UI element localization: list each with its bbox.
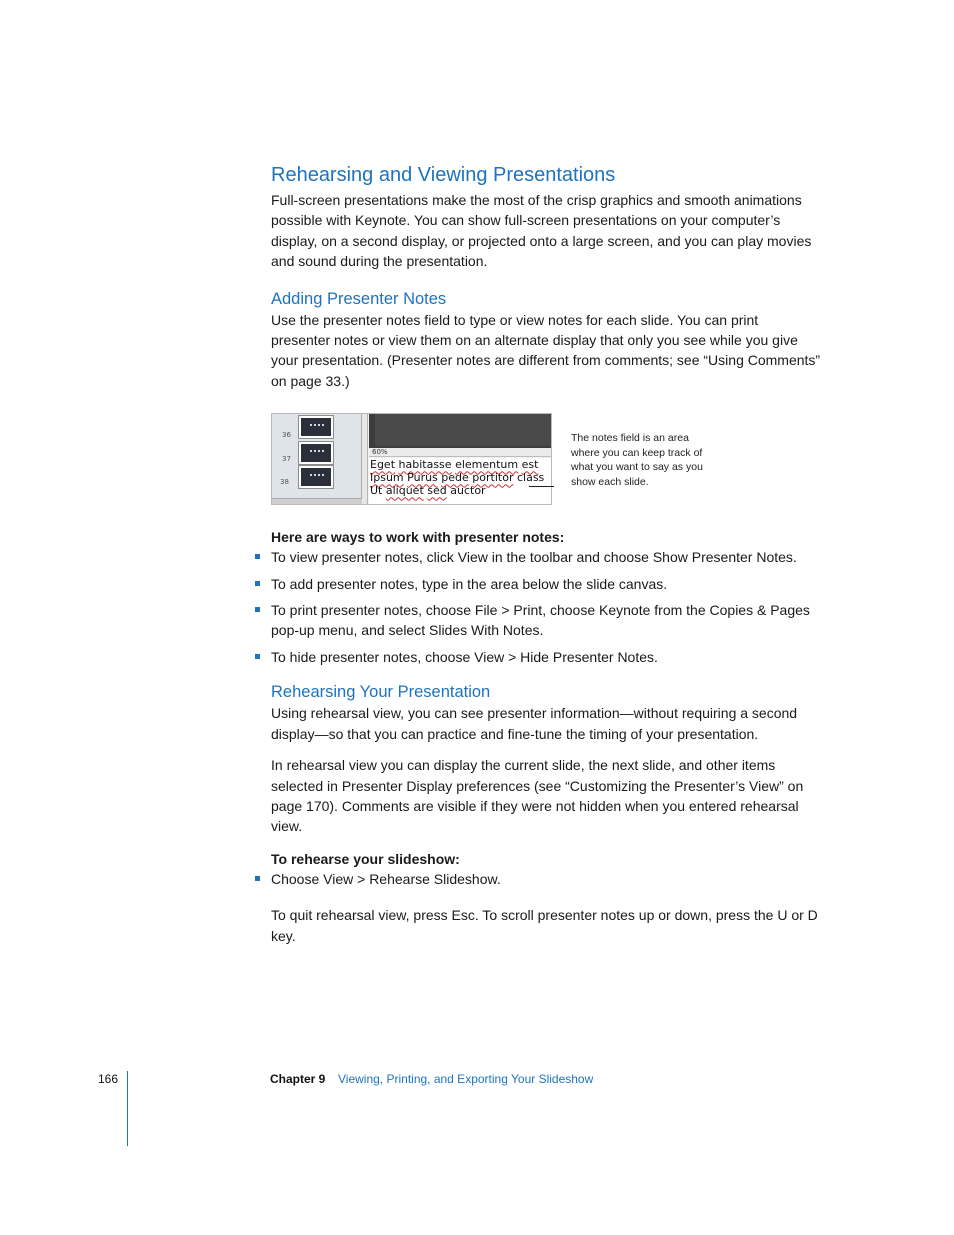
slide-number: 37	[282, 455, 291, 464]
notes-list-intro: Here are ways to work with presenter notes:	[271, 529, 565, 546]
page-number: 166	[98, 1072, 119, 1086]
footer-rule	[127, 1071, 128, 1146]
section-title: Rehearsing and Viewing Presentations	[271, 164, 616, 186]
bullet-icon	[255, 654, 260, 659]
bullet-icon	[255, 581, 260, 586]
bullet-icon	[255, 876, 260, 881]
list-item: To add presenter notes, type in the area below the slide canvas.	[271, 574, 821, 594]
list-item: Choose View > Rehearse Slideshow.	[271, 869, 821, 889]
notes-line: Eget habitasse elementum est	[370, 458, 539, 472]
rehearsing-heading: Rehearsing Your Presentation	[271, 683, 491, 702]
list-item: To hide presenter notes, choose View > Hide Presenter Notes.	[271, 647, 821, 667]
presenter-notes-figure	[271, 413, 821, 505]
list-item: To print presenter notes, choose File > Print, choose Keynote from the Copies & Pages pop-up menu, and select Slides With Notes.	[271, 600, 821, 641]
bullet-icon	[255, 554, 260, 559]
notes-line: Ipsum Purus pede portitor class	[370, 471, 545, 485]
slide-thumbnail	[299, 416, 333, 438]
slide-thumbnail	[299, 466, 333, 488]
adding-notes-paragraph: Use the presenter notes field to type or view notes for each slide. You can print presenter notes or view them on an alternate display that only you see while you give your presentation. (Presenter notes are different from comments; see “Using Comments” on page 33.)	[271, 311, 821, 389]
rehearsing-paragraph-3: To quit rehearsal view, press Esc. To scroll presenter notes up or down, press the U or D key.	[271, 907, 818, 944]
adding-notes-heading: Adding Presenter Notes	[271, 289, 447, 308]
rehearse-list	[271, 869, 821, 889]
rehearsing-paragraph-2: In rehearsal view you can display the current slide, the next slide, and other items selected in Presenter Display preferences (see “Customizing the Presenter’s View” on page 170). Comments are visible if they were not hidden when you entered rehearsal view.	[271, 757, 804, 835]
bullet-icon	[255, 607, 260, 612]
notes-list	[271, 547, 821, 667]
presenter-notes-field	[369, 458, 551, 504]
callout-text: The notes field is an area where you can keep track of what you want to say as you show each slide.	[571, 432, 703, 489]
navigator-toolbar	[272, 498, 362, 505]
rehearse-list-intro: To rehearse your slideshow:	[271, 850, 460, 867]
chapter-label: Chapter 9	[270, 1072, 326, 1086]
slide-number: 38	[280, 478, 289, 487]
zoom-bar	[369, 448, 551, 457]
slide-canvas	[369, 414, 551, 448]
chapter-title: Viewing, Printing, and Exporting Your Slideshow	[338, 1072, 594, 1086]
list-item: To view presenter notes, click View in the toolbar and choose Show Presenter Notes.	[271, 547, 821, 567]
slide-navigator	[272, 414, 362, 505]
pane-divider	[362, 414, 368, 505]
page-content	[271, 162, 821, 946]
rehearsing-paragraph-1: Using rehearsal view, you can see presenter information—without requiring a second display—so that you can practice and fine-tune the timing of your presentation.	[271, 705, 798, 742]
callout-leader-line	[529, 486, 554, 487]
slide-thumbnail	[299, 442, 333, 464]
notes-line: Ut aliquet sed auctor	[370, 484, 486, 498]
slide-number: 36	[282, 431, 291, 440]
intro-paragraph: Full-screen presentations make the most of the crisp graphics and smooth animations possible with Keynote. You can show full-screen presentations on your computer’s display, on a second display, or projected onto a large screen, and you can play movies and sound during the presentation.	[271, 192, 812, 270]
zoom-level: 60%	[372, 448, 388, 457]
keynote-screenshot	[271, 413, 552, 505]
